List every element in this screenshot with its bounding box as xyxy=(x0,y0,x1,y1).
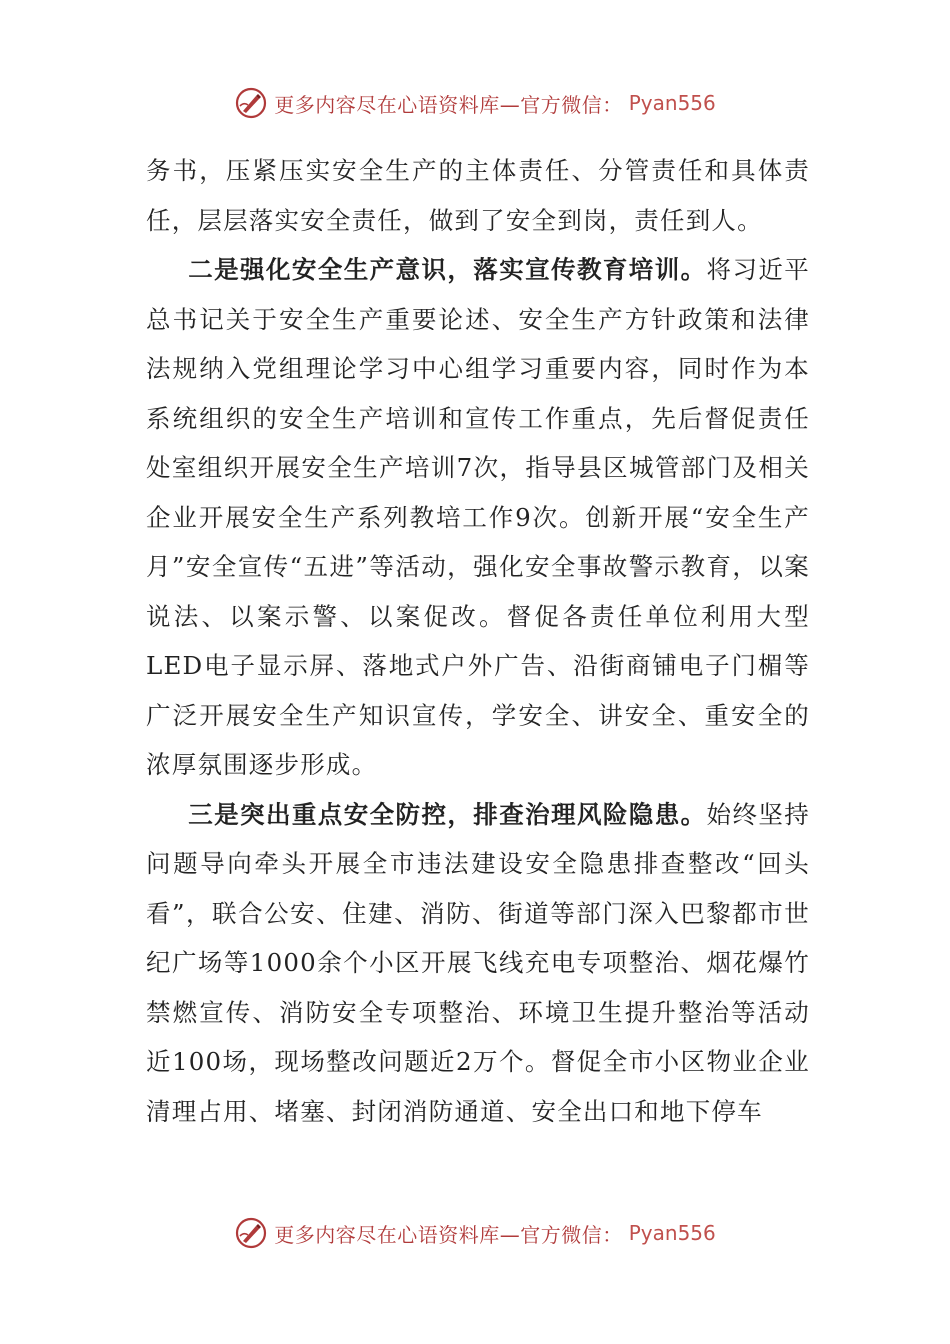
pen-logo-icon xyxy=(234,86,268,120)
paragraph-3-lead: 三是突出重点安全防控，排查治理风险隐患。 xyxy=(188,799,707,829)
paragraph-2 xyxy=(146,245,810,790)
watermark-text: 更多内容尽在心语资料库—官方微信： xyxy=(274,92,623,117)
paragraph-1 xyxy=(146,146,810,245)
paragraph-2-lead: 二是强化安全生产意识，落实宣传教育培训。 xyxy=(188,255,707,284)
paragraph-3-text: 始终坚持问题导向牵头开展全市违法建设安全隐患排查整改“回头看”，联合公安、住建、消防、街道等部门深入巴黎都市世纪广场等1000余个小区开展飞线充电专项整治、烟花爆竹禁燃宣传、消防安全专项整治、环境卫生提升整治等活动近100场，现场整改问题近2万个。督促全市小区物业企业清理占用、堵塞、封闭消防通道、安全出口和地下停车 xyxy=(146,799,810,1126)
paragraph-3 xyxy=(146,790,810,1137)
watermark-wechat-id: Pyan556 xyxy=(628,1221,716,1245)
pen-logo-icon xyxy=(234,1216,268,1250)
header-watermark xyxy=(0,86,950,120)
watermark-wechat-id: Pyan556 xyxy=(628,91,716,115)
watermark-text: 更多内容尽在心语资料库—官方微信： xyxy=(274,1222,623,1247)
footer-watermark xyxy=(0,1216,950,1250)
paragraph-2-text: 将习近平总书记关于安全生产重要论述、安全生产方针政策和法律法规纳入党组理论学习中心组学习重要内容，同时作为本系统组织的安全生产培训和宣传工作重点，先后督促责任处室组织开展安全生产培训7次，指导县区城管部门及相关企业开展安全生产系列教培工作9次。创新开展“安全生产月”安全宣传“五进”等活动，强化安全事故警示教育，以案说法、以案示警、以案促改。督促各责任单位利用大型LED电子显示屏、落地式户外广告、沿街商铺电子门楣等广泛开展安全生产知识宣传，学安全、讲安全、重安全的浓厚氛围逐步形成。 xyxy=(146,255,810,779)
document-body xyxy=(146,146,810,1136)
paragraph-1-text: 务书，压紧压实安全生产的主体责任、分管责任和具体责任，层层落实安全责任，做到了安全到岗，责任到人。 xyxy=(146,156,810,235)
